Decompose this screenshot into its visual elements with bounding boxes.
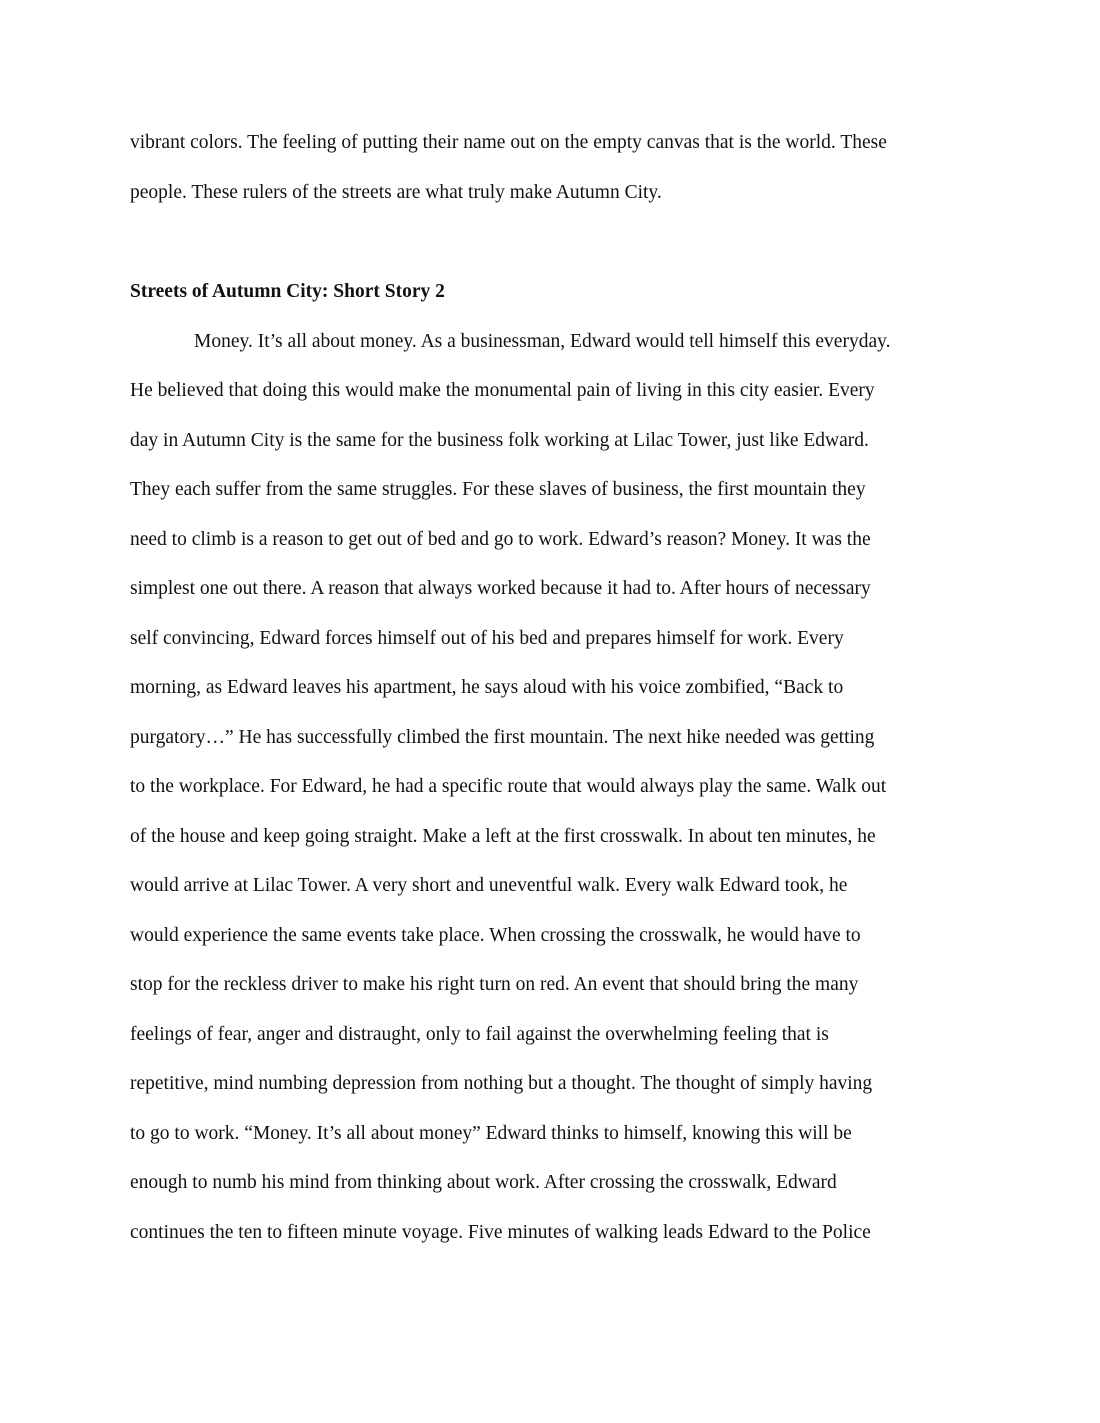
body-line: feelings of fear, anger and distraught, only to fail against the overwhelming feeling that is [130, 1024, 829, 1045]
body-line: of the house and keep going straight. Make a left at the first crosswalk. In about ten minutes, he [130, 826, 876, 847]
body-line: morning, as Edward leaves his apartment, he says aloud with his voice zombified, “Back to [130, 677, 844, 698]
body-line: simplest one out there. A reason that always worked because it had to. After hours of necessary [130, 578, 871, 599]
intro-line: people. These rulers of the streets are what truly make Autumn City. [130, 182, 662, 203]
body-line: day in Autumn City is the same for the business folk working at Lilac Tower, just like Edward. [130, 430, 869, 451]
body-line: stop for the reckless driver to make his right turn on red. An event that should bring the many [130, 974, 859, 995]
body-line: need to climb is a reason to get out of bed and go to work. Edward’s reason? Money. It was the [130, 529, 871, 550]
body-line: enough to numb his mind from thinking about work. After crossing the crosswalk, Edward [130, 1172, 837, 1193]
body-line: to go to work. “Money. It’s all about money” Edward thinks to himself, knowing this will be [130, 1123, 852, 1144]
body-line: continues the ten to fifteen minute voyage. Five minutes of walking leads Edward to the Police [130, 1222, 871, 1243]
story-heading: Streets of Autumn City: Short Story 2 [130, 281, 445, 302]
body-line: would experience the same events take place. When crossing the crosswalk, he would have to [130, 925, 861, 946]
body-line: repetitive, mind numbing depression from nothing but a thought. The thought of simply having [130, 1073, 873, 1094]
body-line: self convincing, Edward forces himself out of his bed and prepares himself for work. Every [130, 628, 844, 649]
body-line: Money. It’s all about money. As a businessman, Edward would tell himself this everyday. [194, 331, 891, 352]
body-line: purgatory…” He has successfully climbed the first mountain. The next hike needed was getting [130, 727, 875, 748]
body-line: would arrive at Lilac Tower. A very short and uneventful walk. Every walk Edward took, he [130, 875, 848, 896]
body-line: He believed that doing this would make the monumental pain of living in this city easier. Every [130, 380, 875, 401]
body-line: to the workplace. For Edward, he had a specific route that would always play the same. Walk out [130, 776, 887, 797]
body-line: They each suffer from the same struggles. For these slaves of business, the first mountain they [130, 479, 866, 500]
intro-line: vibrant colors. The feeling of putting their name out on the empty canvas that is the world. These [130, 132, 887, 153]
